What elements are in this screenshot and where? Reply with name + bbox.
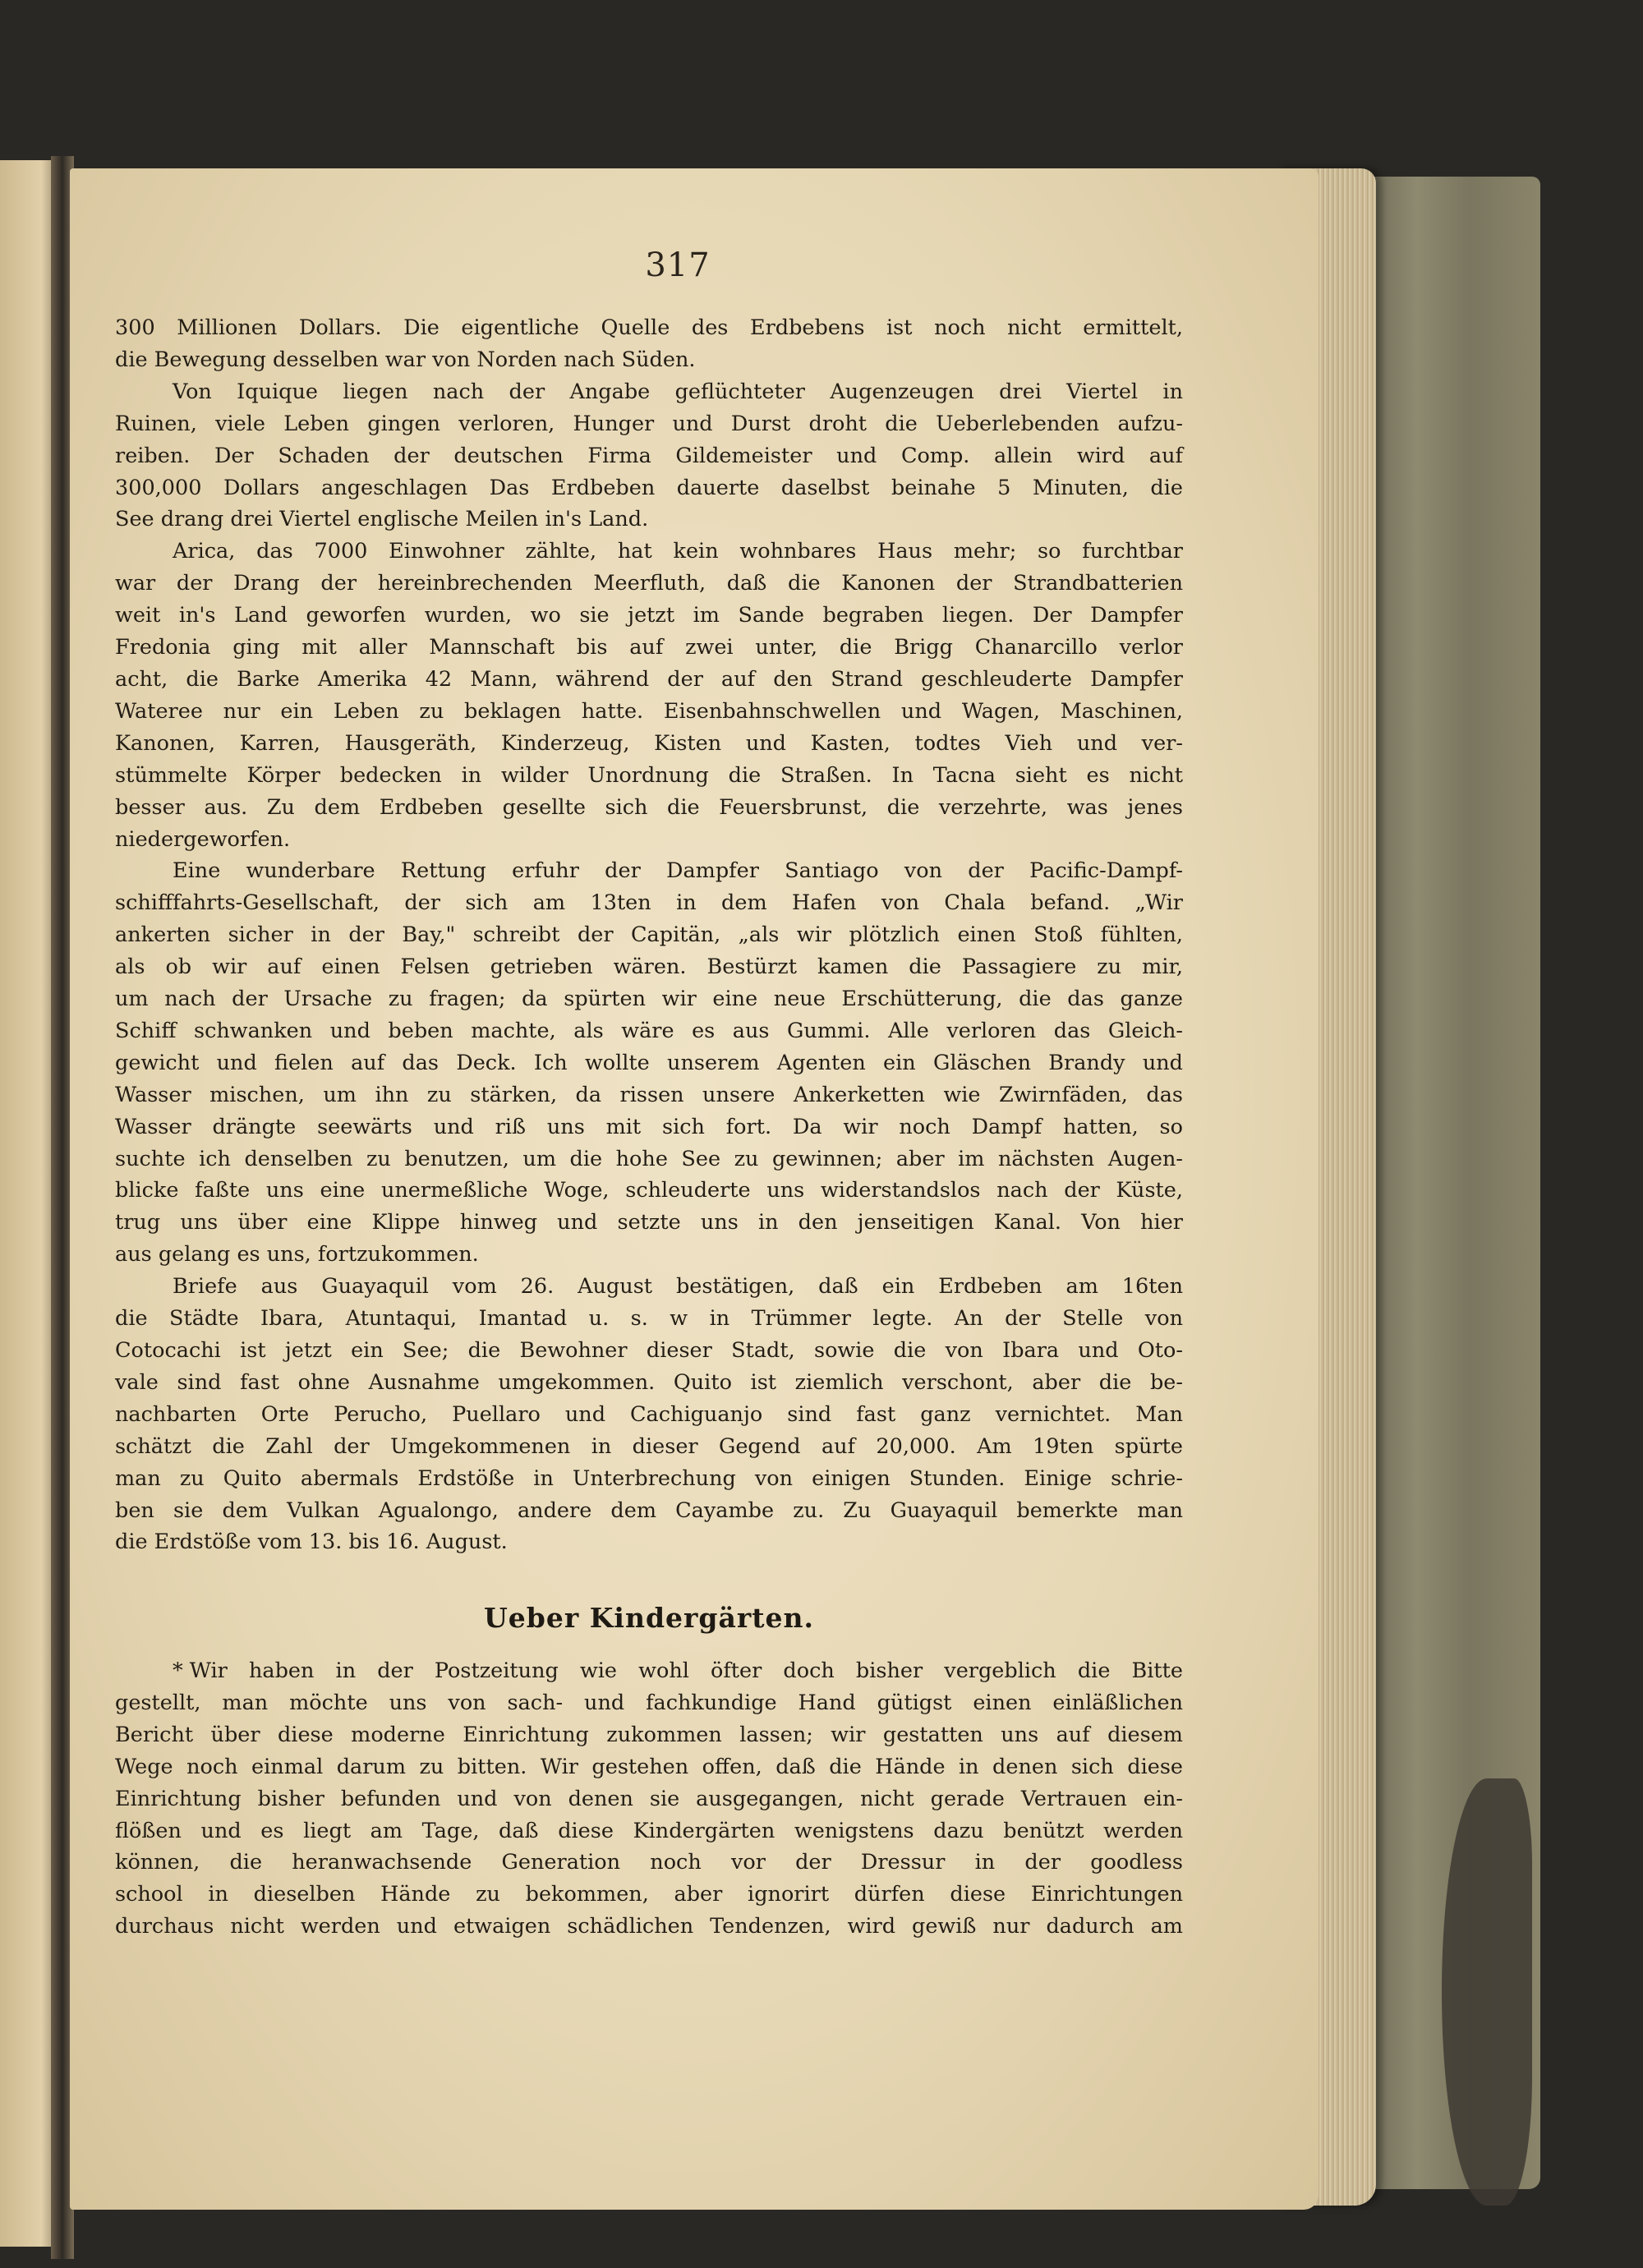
text-line: als ob wir auf einen Felsen getrieben wären. Bestürzt kamen die Passagiere zu mir, [115,955,1183,980]
text-line: schifffahrts-Gesellschaft, der sich am 13ten in dem Hafen von Chala befand. „Wir [115,890,1183,916]
text-line: Briefe aus Guayaquil vom 26. August bestätigen, daß ein Erdbeben am 16ten [173,1274,1183,1300]
text-line: 300 Millionen Dollars. Die eigentliche Quelle des Erdbebens ist noch nicht ermittelt, [115,315,1183,340]
text-line: suchte ich denselben zu benutzen, um die hohe See zu gewinnen; aber im nächsten Augen- [115,1146,1183,1171]
book-back-cover [1364,177,1540,2189]
text-line: acht, die Barke Amerika 42 Mann, während der auf den Strand geschleuderte Dampfer [115,666,1183,692]
text-line: die Städte Ibara, Atuntaqui, Imantad u. s. w in Trümmer legte. An der Stelle von [115,1306,1183,1332]
text-line: stümmelte Körper bedecken in wilder Unordnung die Straßen. In Tacna sieht es nicht [115,762,1183,788]
text-line: Wir haben in der Postzeitung wie wohl öfter doch bisher vergeblich die Bitte [189,1658,1183,1683]
text-line: können, die heranwachsende Generation noch vor der Dressur in der goodless [115,1850,1183,1875]
text-line: nachbarten Orte Perucho, Puellaro und Cachiguanjo sind fast ganz vernichtet. Man [115,1401,1183,1427]
text-line: Wasser mischen, um ihn zu stärken, da rissen unsere Ankerketten wie Zwirnfäden, das [115,1082,1183,1107]
text-line: Bericht über diese moderne Einrichtung zukommen lassen; wir gestatten uns auf diesem [115,1722,1183,1747]
text-line: Einrichtung bisher befunden und von denen sie ausgegangen, nicht gerade Vertrauen ein- [115,1786,1183,1811]
footnote-mark: * [173,1658,183,1683]
text-line: Wasser drängte seewärts und riß uns mit sich fort. Da wir noch Dampf hatten, so [115,1114,1183,1139]
text-line: gestellt, man möchte uns von sach- und fachkundige Hand gütigst einen einläßlichen [115,1690,1183,1715]
text-line: die Erdstöße vom 13. bis 16. August. [115,1530,508,1555]
article-kindergarten [115,1655,1183,1943]
text-line: man zu Quito abermals Erdstöße in Unterbrechung von einigen Stunden. Einige schrie- [115,1465,1183,1491]
text-line: niedergeworfen. [115,826,291,852]
text-line: Kanonen, Karren, Hausgeräth, Kinderzeug, Kisten und Kasten, todtes Vieh und ver- [115,730,1183,756]
text-line: durchaus nicht werden und etwaigen schädlichen Tendenzen, wird gewiß nur dadurch am [115,1914,1183,1939]
text-line: blicke faßte uns eine unermeßliche Woge, schleuderte uns widerstandslos nach der Küste, [115,1178,1183,1203]
text-line: um nach der Ursache zu fragen; da spürten wir eine neue Erschütterung, die das ganze [115,987,1183,1012]
text-line: ankerten sicher in der Bay," schreibt der Capitän, „als wir plötzlich einen Stoß fühlten, [115,922,1183,948]
text-line: Von Iquique liegen nach der Angabe geflüchteter Augenzeugen drei Viertel in [173,379,1183,404]
text-line: Ruinen, viele Leben gingen verloren, Hunger und Durst droht die Ueberlebenden aufzu- [115,411,1183,436]
text-line: Arica, das 7000 Einwohner zählte, hat kein wohnbares Haus mehr; so furchtbar [173,539,1183,564]
worn-cover-patch [1442,1778,1532,2206]
text-line: weit in's Land geworfen wurden, wo sie jetzt im Sande begraben liegen. Der Dampfer [115,603,1183,628]
text-line: Cotocachi ist jetzt ein See; die Bewohner dieser Stadt, sowie die von Ibara und Oto- [115,1338,1183,1363]
text-line: Wateree nur ein Leben zu beklagen hatte. Eisenbahnschwellen und Wagen, Maschinen, [115,698,1183,724]
text-line: vale sind fast ohne Ausnahme umgekommen. Quito ist ziemlich verschont, aber die be- [115,1369,1183,1395]
text-line: Wege noch einmal darum zu bitten. Wir gestehen offen, daß die Hände in denen sich diese [115,1754,1183,1779]
text-line: aus gelang es uns, fortzukommen. [115,1242,479,1267]
text-line: 300,000 Dollars angeschlagen Das Erdbeben dauerte daselbst beinahe 5 Minuten, die [115,475,1183,500]
text-line: trug uns über eine Klippe hinweg und setzte uns in den jenseitigen Kanal. Von hier [115,1210,1183,1235]
text-line: Eine wunderbare Rettung erfuhr der Dampfer Santiago von der Pacific-Dampf- [173,858,1183,884]
text-line: Schiff schwanken und beben machte, als wäre es aus Gummi. Alle verloren das Gleich- [115,1018,1183,1043]
text-line: die Bewegung desselben war von Norden nach Süden. [115,347,696,372]
text-line: war der Drang der hereinbrechenden Meerfluth, daß die Kanonen der Strandbatterien [115,571,1183,596]
text-line: school in dieselben Hände zu bekommen, aber ignorirt dürfen diese Einrichtungen [115,1882,1183,1907]
text-line: besser aus. Zu dem Erdbeben gesellte sich die Feuersbrunst, die verzehrte, was jenes [115,794,1183,820]
text-line: schätzt die Zahl der Umgekommenen in dieser Gegend auf 20,000. Am 19ten spürte [115,1433,1183,1459]
section-heading: Ueber Kindergärten. [484,1602,814,1634]
text-line: ben sie dem Vulkan Agualongo, andere dem Cayambe zu. Zu Guayaquil bemerkte man [115,1497,1183,1523]
text-line: flößen und es liegt am Tage, daß diese Kindergärten wenigstens dazu benützt werden [115,1818,1183,1843]
article-earthquake [115,312,1183,1558]
page-number: 317 [645,246,711,284]
text-line: reiben. Der Schaden der deutschen Firma Gildemeister und Comp. allein wird auf [115,443,1183,468]
text-line: Fredonia ging mit aller Mannschaft bis auf zwei unter, die Brigg Chanarcillo verlor [115,635,1183,660]
text-line: See drang drei Viertel englische Meilen in's Land. [115,507,649,532]
text-line: gewicht und fielen auf das Deck. Ich wollte unserem Agenten ein Gläschen Brandy und [115,1050,1183,1075]
